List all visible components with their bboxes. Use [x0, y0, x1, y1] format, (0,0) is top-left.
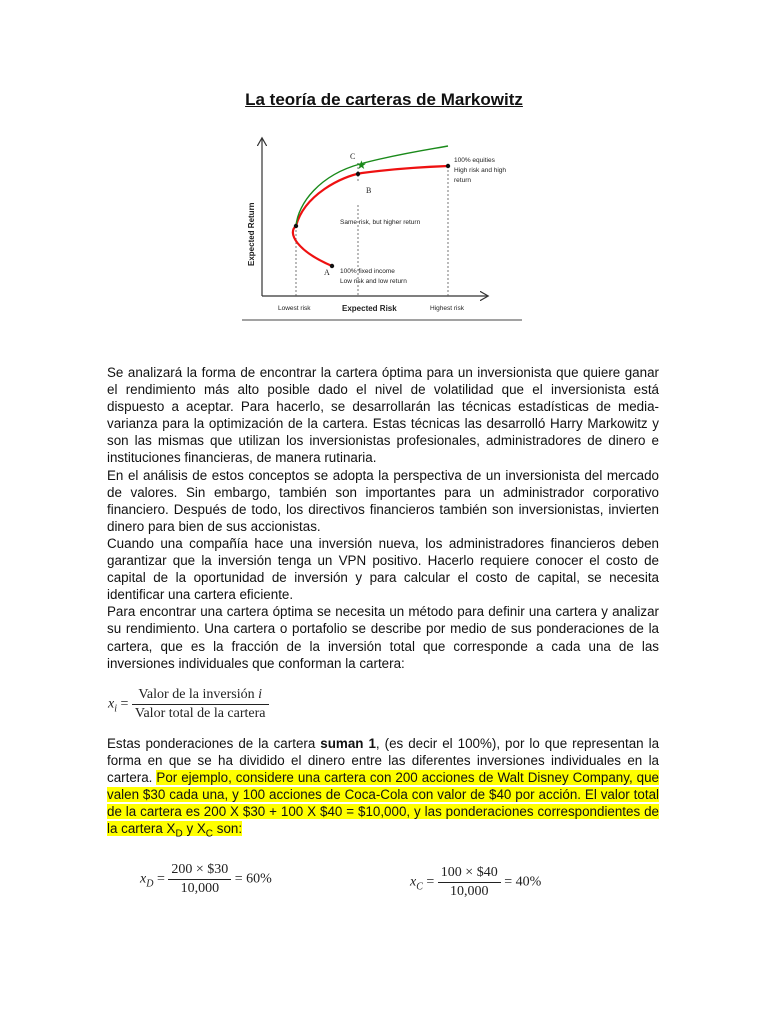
paragraph-3: Cuando una compañía hace una inversión nueva, los administradores financieros deben garantizar que la inversión tenga un VPN positivo. Hacerlo requiere conocer el costo de capital de la oportunidad de inversión y para calcular el costo de capital, se necesita identificar una cartera eficiente. [107, 535, 659, 603]
x-tick-lowest-risk: Lowest risk [278, 305, 311, 312]
y-axis-label: Expected Return [247, 202, 256, 266]
note-c-line-3: return [454, 177, 471, 184]
page-title: La teoría de carteras de Markowitz [245, 90, 523, 109]
efficient-frontier-curve [296, 146, 448, 226]
body-text-block-1 [107, 364, 659, 672]
formula-xi-fraction: $\frac{\text{Valor de la inversión i}}{\text{Valor total de la cartera}}$ [132, 687, 269, 722]
paragraph-2: En el análisis de estos conceptos se adopta la perspectiva de un inversionista del mercado de valores. Sin embargo, también son importantes para un administrador corporativo financiero. Después de todo, los directivos financieros también son inversionistas, invierten dinero para bien de sus accionistas. [107, 467, 659, 534]
point-lowest-risk-marker [294, 224, 298, 228]
point-a-label: A [324, 268, 330, 277]
bold-suman-1: suman 1 [320, 736, 376, 751]
paragraph-4: Para encontrar una cartera óptima se necesita un método para definir una cartera y analizar su rendimiento. Una cartera o portafolio se describe por medio de sus ponderaciones de la cartera, que es la fracción de la inversión total que corresponde a cada una de las inversiones individuales que conforman la cartera: [107, 604, 659, 671]
note-a-line-2: Low risk and low return [340, 278, 407, 285]
x-tick-highest-risk: Highest risk [430, 305, 464, 312]
point-highest-risk-marker [446, 164, 450, 168]
formula-xc-fraction: $\frac{100 \times \$40}{10,000}$ [438, 865, 501, 900]
highlighted-example: Por ejemplo, considere una cartera con 200 acciones de Walt Disney Company, que valen $30 cada una, y 100 acciones de Coca-Cola con valor de $40 por acción. El valor total de la cartera es 200 X $30 + 100 X $40 = $10,000, y las ponderaciones correspondientes de la cartera $X_D$ y $X_C$ son: [107, 770, 659, 841]
paragraph-5: Estas ponderaciones de la cartera suman 1, (es decir el 100%), por lo que representan la forma en que se ha dividido el dinero entre las diferentes inversiones individuales en la cartera. Por ejemplo, considere una cartera con 200 acciones de Walt Disney Company, que valen $30 cada una, y 100 acciones de Coca-Cola con valor de $40 por acción. El valor total de la cartera es 200 X $30 + 100 X $40 = $10,000, y las ponderaciones correspondientes de la cartera $X_D$ y $X_C$ son: [107, 736, 660, 841]
point-b-marker [356, 172, 360, 176]
feasible-set-curve [293, 166, 448, 266]
point-a-marker [330, 264, 334, 268]
point-c-label: C [350, 152, 356, 161]
x-axis-label: Expected Risk [342, 304, 397, 313]
formula-xc: $x_C$ = $\frac{100 \times \$40}{10,000}$ = 40% [410, 865, 542, 899]
formula-xi: $x_i$ = $\frac{\text{Valor de la inversión i}}{\text{Valor total de la cartera}}$ [108, 687, 269, 722]
formula-xd-fraction: $\frac{200 \times \$30}{10,000}$ [168, 862, 231, 897]
point-c-star: ★ [356, 158, 367, 172]
formula-xd: $x_D$ = $\frac{200 \times \$30}{10,000}$ = 60% [140, 862, 272, 896]
body-text-block-2 [107, 735, 659, 843]
note-b: Same risk, but higher return [340, 219, 421, 226]
note-c-line-2: High risk and high [454, 167, 507, 174]
note-c-line-1: 100% equities [454, 157, 495, 164]
note-a-line-1: 100% fixed income [340, 268, 395, 275]
efficient-frontier-chart [232, 133, 532, 325]
paragraph-1: Se analizará la forma de encontrar la cartera óptima para un inversionista que quiere ganar el rendimiento más alto posible dado el nivel de volatilidad que el inversionista está dispuesto a aceptar. Para hacerlo, se desarrollarán las técnicas estadísticas de media-varianza para la optimización de la cartera. Estas técnicas las desarrolló Harry Markowitz y son las mismas que utilizan los inversionistas profesionales, administradores de dinero e instituciones financieras, de manera rutinaria. [107, 365, 659, 466]
point-b-label: B [366, 186, 372, 195]
